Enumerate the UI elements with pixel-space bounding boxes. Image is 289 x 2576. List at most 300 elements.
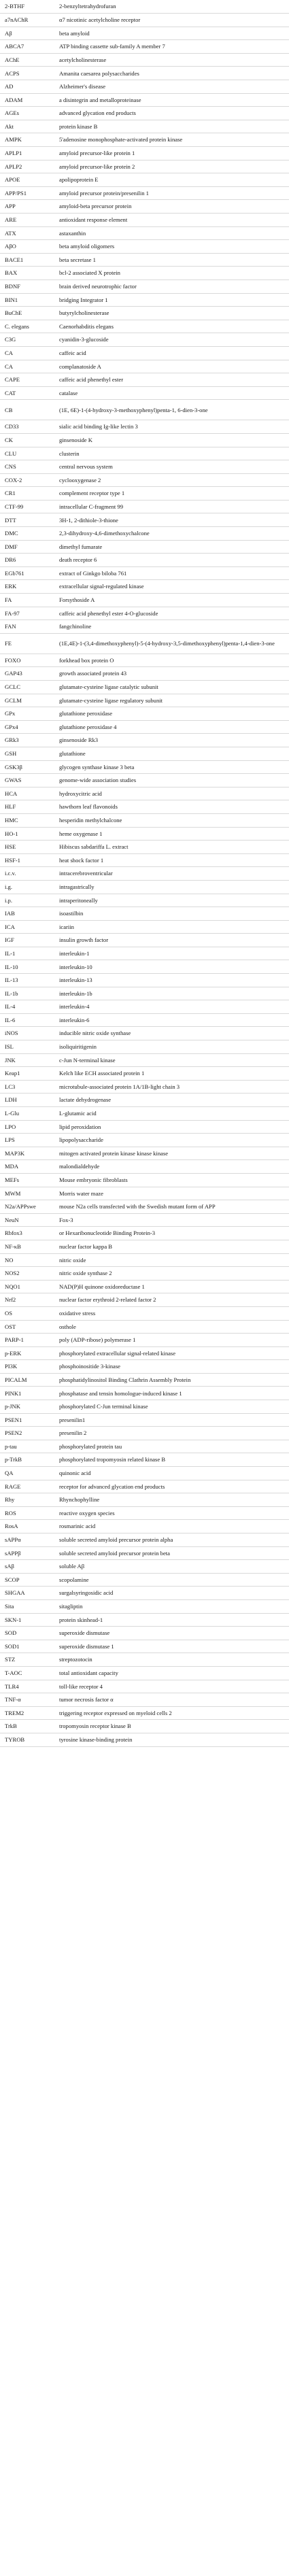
abbreviation-cell: GSH xyxy=(0,747,54,760)
definition-cell: forkhead box protein O xyxy=(54,654,289,667)
table-row xyxy=(0,1613,289,1627)
definition-cell: apolipoprotein E xyxy=(54,173,289,187)
table-row xyxy=(0,1173,289,1187)
abbreviation-cell: AD xyxy=(0,80,54,94)
abbreviation-cell: HCA xyxy=(0,787,54,800)
abbreviation-cell: Sita xyxy=(0,1599,54,1613)
table-row xyxy=(0,1720,289,1733)
abbreviation-cell: HO-1 xyxy=(0,827,54,841)
table-row xyxy=(0,53,289,67)
abbreviation-cell: IL-10 xyxy=(0,960,54,974)
definition-cell: beta amyloid oligomers xyxy=(54,240,289,254)
table-row xyxy=(0,1453,289,1467)
abbreviation-cell: ROS xyxy=(0,1506,54,1520)
table-row xyxy=(0,720,289,734)
definition-cell: 2,3-dihydroxy-4,6-dimethoxychalcone xyxy=(54,527,289,541)
abbreviation-cell: Keap1 xyxy=(0,1067,54,1081)
abbreviation-cell: CA xyxy=(0,360,54,373)
abbreviation-cell: CB xyxy=(0,400,54,420)
abbreviation-cell: CLU xyxy=(0,447,54,460)
abbreviation-cell: i.p. xyxy=(0,894,54,907)
definition-cell: caffeic acid phenethyl ester xyxy=(54,373,289,387)
table-row xyxy=(0,214,289,227)
definition-cell: interleukin-13 xyxy=(54,974,289,987)
abbreviation-cell: MAP3K xyxy=(0,1147,54,1160)
definition-cell: 5'adenosine monophosphate-activated protein kinase xyxy=(54,133,289,147)
abbreviation-cell: BACE1 xyxy=(0,253,54,267)
abbreviation-cell: CTF-99 xyxy=(0,500,54,513)
abbreviation-cell: SKN-1 xyxy=(0,1613,54,1627)
abbreviation-cell: APP/PS1 xyxy=(0,186,54,200)
definition-cell: scopolamine xyxy=(54,1573,289,1587)
abbreviation-cell: IGF xyxy=(0,934,54,947)
definition-cell: Amanita caesarea polysaccharides xyxy=(54,67,289,80)
definition-cell: antioxidant response element xyxy=(54,214,289,227)
table-row xyxy=(0,253,289,267)
table-row xyxy=(0,1400,289,1414)
table-row xyxy=(0,1587,289,1600)
definition-cell: glutamate-cysteine ligase regulatory subunit xyxy=(54,694,289,707)
definition-cell: complanatoside A xyxy=(54,360,289,373)
abbreviation-cell: LDH xyxy=(0,1094,54,1107)
definition-cell: tyrosine kinase-binding protein xyxy=(54,1733,289,1746)
table-row xyxy=(0,1240,289,1253)
abbreviation-cell: HSF-1 xyxy=(0,853,54,867)
definition-cell: mouse N2a cells transfected with the Swedish mutant form of APP xyxy=(54,1200,289,1214)
table-row xyxy=(0,894,289,907)
table-row xyxy=(0,1067,289,1081)
definition-cell: caffeic acid phenethyl ester 4-O-glucoside xyxy=(54,607,289,620)
table-row xyxy=(0,80,289,94)
table-row xyxy=(0,554,289,567)
abbreviation-cell: CNS xyxy=(0,460,54,474)
table-row xyxy=(0,1413,289,1427)
table-row xyxy=(0,1706,289,1720)
definition-cell: hydroxycitric acid xyxy=(54,787,289,800)
table-row xyxy=(0,1000,289,1014)
table-row xyxy=(0,133,289,147)
table-row xyxy=(0,27,289,40)
definition-cell: nitric oxide xyxy=(54,1253,289,1267)
table-row xyxy=(0,487,289,501)
definition-cell: Caenorhabditis elegans xyxy=(54,320,289,333)
table-row xyxy=(0,346,289,360)
definition-cell: glutathione xyxy=(54,747,289,760)
definition-cell: soluble Aβ xyxy=(54,1560,289,1574)
abbreviation-cell: GCLM xyxy=(0,694,54,707)
abbreviation-cell: LPO xyxy=(0,1120,54,1134)
definition-cell: beta amyloid xyxy=(54,27,289,40)
definition-cell: reactive oxygen species xyxy=(54,1506,289,1520)
definition-cell: extracellular signal-regulated kinase xyxy=(54,580,289,594)
definition-cell: dimethyl fumarate xyxy=(54,540,289,554)
definition-cell: isoliquiritigenin xyxy=(54,1040,289,1054)
abbreviation-cell: CK xyxy=(0,433,54,447)
table-row xyxy=(0,1640,289,1653)
abbreviation-cell: HMC xyxy=(0,813,54,827)
abbreviation-cell: IAB xyxy=(0,907,54,921)
table-row xyxy=(0,1160,289,1174)
definition-cell: hawthorn leaf flavonoids xyxy=(54,800,289,814)
table-row xyxy=(0,1053,289,1067)
abbreviation-cell: OST xyxy=(0,1320,54,1334)
definition-cell: inducible nitric oxide synthase xyxy=(54,1027,289,1040)
abbreviation-cell: GPx xyxy=(0,707,54,721)
abbreviation-cell: DMF xyxy=(0,540,54,554)
definition-cell: catalase xyxy=(54,386,289,400)
definition-cell: interleukin-6 xyxy=(54,1013,289,1027)
definition-cell: clusterin xyxy=(54,447,289,460)
definition-cell: phosphatidylinositol Binding Clathrin Assembly Protein xyxy=(54,1373,289,1387)
abbreviation-cell: AChE xyxy=(0,53,54,67)
abbreviation-cell: JNK xyxy=(0,1053,54,1067)
definition-cell: glutamate-cysteine ligase catalytic subunit xyxy=(54,681,289,694)
table-row xyxy=(0,1680,289,1693)
definition-cell: growth associated protein 43 xyxy=(54,667,289,681)
table-row xyxy=(0,320,289,333)
table-row xyxy=(0,360,289,373)
abbreviation-cell: APLP1 xyxy=(0,147,54,160)
table-row xyxy=(0,333,289,347)
definition-cell: bcl-2 associated X protein xyxy=(54,267,289,280)
table-row xyxy=(0,594,289,607)
table-row xyxy=(0,1080,289,1094)
definition-cell: Hibiscus sabdariffa L. extract xyxy=(54,841,289,854)
abbreviation-cell: Nrf2 xyxy=(0,1293,54,1307)
definition-cell: acetylcholinesterase xyxy=(54,53,289,67)
definition-cell: superoxide dismutase 1 xyxy=(54,1640,289,1653)
abbreviation-cell: NeuN xyxy=(0,1213,54,1227)
definition-cell: (1E,4E)-1-(3,4-dimethoxyphenyl)-5-(4-hydroxy-3,5-dimethoxyphenyl)penta-1,4-dien-3-one xyxy=(54,633,289,654)
table-row xyxy=(0,960,289,974)
table-row xyxy=(0,1227,289,1240)
abbreviation-cell: ADAM xyxy=(0,93,54,107)
definition-cell: protein skinhead-1 xyxy=(54,1613,289,1627)
table-row xyxy=(0,0,289,14)
abbreviation-cell: NF-κB xyxy=(0,1240,54,1253)
definition-cell: amyloid precursor-like protein 2 xyxy=(54,160,289,173)
table-row xyxy=(0,1147,289,1160)
table-row xyxy=(0,694,289,707)
definition-cell: phosphatase and tensin homologue-induced kinase 1 xyxy=(54,1387,289,1400)
abbreviation-cell: CAT xyxy=(0,386,54,400)
abbreviation-cell: DR6 xyxy=(0,554,54,567)
abbreviation-cell: p-ERK xyxy=(0,1346,54,1360)
definition-cell: phosphorylated tropomyosin related kinase B xyxy=(54,1453,289,1467)
table-row xyxy=(0,240,289,254)
table-row xyxy=(0,747,289,760)
abbreviation-cell: TREM2 xyxy=(0,1706,54,1720)
table-row xyxy=(0,1693,289,1707)
abbreviation-cell: IL-6 xyxy=(0,1013,54,1027)
abbreviation-cell: GPx4 xyxy=(0,720,54,734)
abbreviation-cell: AβO xyxy=(0,240,54,254)
abbreviation-cell: FAN xyxy=(0,620,54,634)
definition-cell: protein kinase B xyxy=(54,120,289,133)
abbreviation-cell: PSEN2 xyxy=(0,1427,54,1440)
table-row xyxy=(0,1253,289,1267)
abbreviation-cell: p-JNK xyxy=(0,1400,54,1414)
definition-cell: phosphorylated C-Jun terminal kinase xyxy=(54,1400,289,1414)
definition-cell: 2-benzyltetrahydrofuran xyxy=(54,0,289,14)
abbreviation-cell: sAPPα xyxy=(0,1533,54,1547)
definition-cell: (1E, 6E)-1-(4-hydroxy-3-methoxyphenyl)penta-1, 6-dien-3-one xyxy=(54,400,289,420)
definition-cell: sitagliptin xyxy=(54,1599,289,1613)
definition-cell: total antioxidant capacity xyxy=(54,1666,289,1680)
table-row xyxy=(0,447,289,460)
abbreviation-cell: PINK1 xyxy=(0,1387,54,1400)
definition-cell: c-Jun N-terminal kinase xyxy=(54,1053,289,1067)
table-row xyxy=(0,987,289,1000)
abbreviation-cell: PSEN1 xyxy=(0,1413,54,1427)
table-row xyxy=(0,1467,289,1480)
abbreviation-cell: SCOP xyxy=(0,1573,54,1587)
abbreviation-cell: CD33 xyxy=(0,420,54,434)
abbreviation-cell: ISL xyxy=(0,1040,54,1054)
abbreviation-cell: i.g. xyxy=(0,880,54,894)
abbreviation-cell: BAX xyxy=(0,267,54,280)
abbreviation-cell: CAPE xyxy=(0,373,54,387)
table-row xyxy=(0,1546,289,1560)
abbreviation-cell: TrkB xyxy=(0,1720,54,1733)
table-row xyxy=(0,1027,289,1040)
abbreviation-cell: iNOS xyxy=(0,1027,54,1040)
table-row xyxy=(0,373,289,387)
definition-cell: death receptor 6 xyxy=(54,554,289,567)
table-row xyxy=(0,867,289,881)
abbreviation-cell: SHGAA xyxy=(0,1587,54,1600)
table-row xyxy=(0,974,289,987)
definition-cell: insulin growth factor xyxy=(54,934,289,947)
abbreviation-cell: HSE xyxy=(0,841,54,854)
abbreviation-cell: T-AOC xyxy=(0,1666,54,1680)
definition-cell: Kelch like ECH associated protein 1 xyxy=(54,1067,289,1081)
table-row xyxy=(0,107,289,120)
abbreviation-cell: Akt xyxy=(0,120,54,133)
table-row xyxy=(0,267,289,280)
definition-cell: caffeic acid xyxy=(54,346,289,360)
abbreviation-cell: OS xyxy=(0,1306,54,1320)
table-row xyxy=(0,1627,289,1640)
table-row xyxy=(0,707,289,721)
table-row xyxy=(0,787,289,800)
table-row xyxy=(0,1134,289,1147)
definition-cell: phosphoinositide 3-kinase xyxy=(54,1360,289,1374)
definition-cell: triggering receptor expressed on myeloid cells 2 xyxy=(54,1706,289,1720)
definition-cell: tropomyosin receptor kinase B xyxy=(54,1720,289,1733)
abbreviation-cell: C. elegans xyxy=(0,320,54,333)
abbreviation-cell: N2a/APPswe xyxy=(0,1200,54,1214)
table-row xyxy=(0,386,289,400)
definition-cell: sialic acid binding Ig-like lectin 3 xyxy=(54,420,289,434)
abbreviation-cell: TNF-α xyxy=(0,1693,54,1707)
table-row xyxy=(0,540,289,554)
table-row xyxy=(0,681,289,694)
table-row xyxy=(0,1213,289,1227)
table-row xyxy=(0,1560,289,1574)
definition-cell: glycogen synthase kinase 3 beta xyxy=(54,760,289,774)
definition-cell: Mouse embryonic fibroblasts xyxy=(54,1173,289,1187)
table-row xyxy=(0,827,289,841)
abbreviation-cell: QA xyxy=(0,1467,54,1480)
abbreviation-cell: APOE xyxy=(0,173,54,187)
table-row xyxy=(0,433,289,447)
definition-cell: glutathione peroxidase 4 xyxy=(54,720,289,734)
table-row xyxy=(0,1506,289,1520)
abbreviation-cell: DTT xyxy=(0,513,54,527)
definition-cell: osthole xyxy=(54,1320,289,1334)
definition-cell: NAD(P)H quinone oxidoreductase 1 xyxy=(54,1280,289,1293)
table-row xyxy=(0,1480,289,1493)
definition-cell: genome-wide association studies xyxy=(54,774,289,787)
definition-cell: lipopolysaccharide xyxy=(54,1134,289,1147)
definition-cell: microtubule-associated protein 1A/1B-light chain 3 xyxy=(54,1080,289,1094)
definition-cell: heme oxygenase 1 xyxy=(54,827,289,841)
abbreviation-cell: ABCA7 xyxy=(0,40,54,54)
table-row xyxy=(0,813,289,827)
definition-cell: oxidative stress xyxy=(54,1306,289,1320)
table-row xyxy=(0,1360,289,1374)
abbreviation-cell: BIN1 xyxy=(0,293,54,307)
definition-cell: ginsenoside Rk3 xyxy=(54,734,289,747)
definition-cell: icariin xyxy=(54,920,289,934)
abbreviation-cell: AGEs xyxy=(0,107,54,120)
table-row xyxy=(0,173,289,187)
table-row xyxy=(0,1573,289,1587)
abbreviation-cell: IL-1b xyxy=(0,987,54,1000)
definition-cell: lactate dehydrogenase xyxy=(54,1094,289,1107)
abbreviation-cell: AMPK xyxy=(0,133,54,147)
table-row xyxy=(0,1267,289,1281)
abbreviation-cell: EGb761 xyxy=(0,566,54,580)
table-row xyxy=(0,1666,289,1680)
abbreviation-cell: PARP-1 xyxy=(0,1334,54,1347)
definition-cell: astaxanthin xyxy=(54,226,289,240)
table-row xyxy=(0,226,289,240)
definition-cell: soluble secreted amyloid precursor protein alpha xyxy=(54,1533,289,1547)
abbreviation-cell: PI3K xyxy=(0,1360,54,1374)
definition-cell: ginsenoside K xyxy=(54,433,289,447)
definition-cell: isoastilbin xyxy=(54,907,289,921)
definition-cell: 3H-1, 2-dithiole-3-thione xyxy=(54,513,289,527)
definition-cell: phosphorylated extracellular signal-related kinase xyxy=(54,1346,289,1360)
abbreviation-cell: p-tau xyxy=(0,1440,54,1453)
definition-cell: heat shock factor 1 xyxy=(54,853,289,867)
table-row xyxy=(0,1387,289,1400)
definition-cell: Morris water maze xyxy=(54,1187,289,1200)
abbreviation-cell: 2-BTHF xyxy=(0,0,54,14)
table-row xyxy=(0,633,289,654)
abbreviation-cell: FOXO xyxy=(0,654,54,667)
definition-cell: tumor necrosis factor α xyxy=(54,1693,289,1707)
table-row xyxy=(0,734,289,747)
abbreviation-cell: FA-97 xyxy=(0,607,54,620)
table-row xyxy=(0,920,289,934)
definition-cell: L-glutamic acid xyxy=(54,1107,289,1121)
definition-cell: poly (ADP-ribose) polymerase 1 xyxy=(54,1334,289,1347)
table-row xyxy=(0,400,289,420)
definition-cell: fangchinoline xyxy=(54,620,289,634)
abbreviation-cell: HLF xyxy=(0,800,54,814)
abbreviation-cell: GCLC xyxy=(0,681,54,694)
definition-cell: complement receptor type 1 xyxy=(54,487,289,501)
table-row xyxy=(0,40,289,54)
table-row xyxy=(0,1533,289,1547)
table-row xyxy=(0,1094,289,1107)
abbreviation-cell: ERK xyxy=(0,580,54,594)
table-row xyxy=(0,293,289,307)
abbreviation-cell: RAGE xyxy=(0,1480,54,1493)
table-row xyxy=(0,667,289,681)
definition-cell: surgalsyringosidic acid xyxy=(54,1587,289,1600)
definition-cell: streptozotocin xyxy=(54,1653,289,1667)
table-row xyxy=(0,147,289,160)
table-row xyxy=(0,460,289,474)
table-row xyxy=(0,1107,289,1121)
abbreviation-cell: SOD xyxy=(0,1627,54,1640)
abbreviation-cell: GWAS xyxy=(0,774,54,787)
abbreviation-cell: ARE xyxy=(0,214,54,227)
abbreviation-cell: MEFs xyxy=(0,1173,54,1187)
table-row xyxy=(0,200,289,214)
definition-cell: cyanidin-3-glucoside xyxy=(54,333,289,347)
definition-cell: a disintegrin and metalloproteinase xyxy=(54,93,289,107)
table-row xyxy=(0,1013,289,1027)
definition-cell: intraperitoneally xyxy=(54,894,289,907)
definition-cell: extract of Ginkgo biloba 761 xyxy=(54,566,289,580)
abbreviation-cell: L-Glu xyxy=(0,1107,54,1121)
abbreviation-cell: sAβ xyxy=(0,1560,54,1574)
table-row xyxy=(0,1493,289,1507)
definition-cell: receptor for advanced glycation end products xyxy=(54,1480,289,1493)
definition-cell: Fox-3 xyxy=(54,1213,289,1227)
abbreviation-cell: CA xyxy=(0,346,54,360)
table-row xyxy=(0,1320,289,1334)
definition-cell: interleukin-4 xyxy=(54,1000,289,1014)
table-row xyxy=(0,1653,289,1667)
table-row xyxy=(0,1733,289,1746)
abbreviation-cell: CR1 xyxy=(0,487,54,501)
table-row xyxy=(0,1187,289,1200)
abbreviation-cell: TYROB xyxy=(0,1733,54,1746)
definition-cell: rosmarinic acid xyxy=(54,1520,289,1533)
abbreviation-cell: GSK3β xyxy=(0,760,54,774)
abbreviation-cell: NOS2 xyxy=(0,1267,54,1281)
definition-cell: butyrylcholinesterase xyxy=(54,307,289,320)
abbreviation-cell: SOD1 xyxy=(0,1640,54,1653)
definition-cell: toll-like receptor 4 xyxy=(54,1680,289,1693)
definition-cell: quinonic acid xyxy=(54,1467,289,1480)
abbreviation-cell: NO xyxy=(0,1253,54,1267)
definition-cell: or Hexaribonucleotide Binding Protein-3 xyxy=(54,1227,289,1240)
definition-cell: ATP binding cassette sub-family A member 7 xyxy=(54,40,289,54)
definition-cell: nitric oxide synthase 2 xyxy=(54,1267,289,1281)
table-row xyxy=(0,500,289,513)
table-row xyxy=(0,160,289,173)
table-row xyxy=(0,1373,289,1387)
definition-cell: soluble secreted amyloid precursor protein beta xyxy=(54,1546,289,1560)
definition-cell: bridging Integrator 1 xyxy=(54,293,289,307)
abbreviation-cell: MDA xyxy=(0,1160,54,1174)
definition-cell: intracellular C-fragment 99 xyxy=(54,500,289,513)
definition-cell: interleukin-1b xyxy=(54,987,289,1000)
table-row xyxy=(0,14,289,27)
abbreviation-cell: LC3 xyxy=(0,1080,54,1094)
abbreviation-cell: Rhy xyxy=(0,1493,54,1507)
abbreviation-cell: C3G xyxy=(0,333,54,347)
abbreviation-cell: ICA xyxy=(0,920,54,934)
definition-cell: intragastrically xyxy=(54,880,289,894)
